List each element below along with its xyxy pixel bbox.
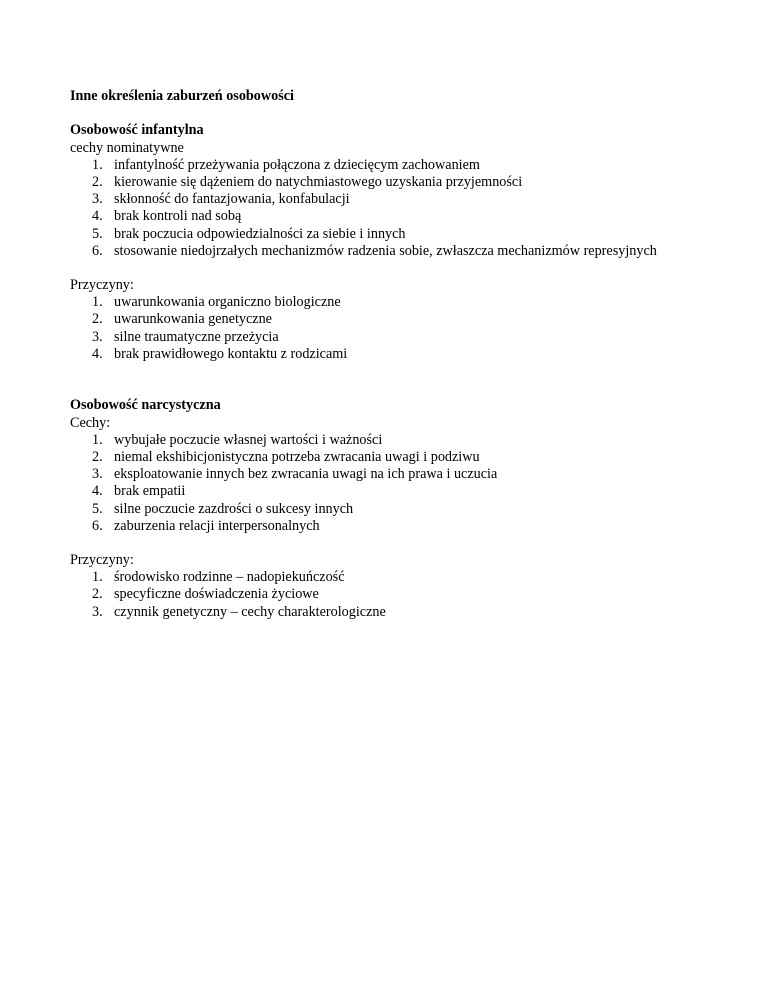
- list-item: 6. zaburzenia relacji interpersonalnych: [92, 517, 320, 534]
- causes-list: [70, 294, 710, 363]
- spacer: [70, 535, 710, 552]
- list-item: 4. brak prawidłowego kontaktu z rodzicami: [92, 345, 348, 362]
- list-item-text: kierowanie się dążeniem do natychmiastowego uzyskania przyjemności: [114, 173, 523, 190]
- list-item-text: czynnik genetyczny – cechy charakterologiczne: [114, 603, 386, 620]
- spacer: [70, 260, 710, 277]
- list-item-text: stosowanie niedojrzałych mechanizmów radzenia sobie, zwłaszcza mechanizmów represyjnych: [114, 242, 657, 259]
- list-item-text: niemal ekshibicjonistyczna potrzeba zwracania uwagi i podziwu: [114, 448, 480, 465]
- document-title: Inne określenia zaburzeń osobowości: [70, 88, 294, 104]
- list-item: 3. skłonność do fantazjowania, konfabulacji: [92, 191, 350, 208]
- list-item: 5. silne poczucie zazdrości o sukcesy innych: [92, 500, 354, 517]
- section-narcissistic-personality: [70, 397, 710, 620]
- list-item: 3. czynnik genetyczny – cechy charakterologiczne: [92, 603, 386, 620]
- list-item-text: brak kontroli nad sobą: [114, 208, 242, 225]
- document-page: [70, 88, 710, 621]
- list-item: 3. silne traumatyczne przeżycia: [92, 328, 279, 345]
- spacer: [70, 105, 710, 122]
- spacer: [70, 363, 710, 397]
- causes-label: Przyczyny:: [70, 552, 134, 569]
- list-item: 3. eksploatowanie innych bez zwracania uwagi na ich prawa i uczucia: [92, 466, 498, 483]
- list-item-text: zaburzenia relacji interpersonalnych: [114, 517, 320, 534]
- features-list: [70, 432, 710, 535]
- list-item-text: uwarunkowania genetyczne: [114, 311, 272, 328]
- list-item: 2. specyficzne doświadczenia życiowe: [92, 586, 319, 603]
- list-item: 2. niemal ekshibicjonistyczna potrzeba zwracania uwagi i podziwu: [92, 448, 480, 465]
- list-item: 2. kierowanie się dążeniem do natychmiastowego uzyskania przyjemności: [92, 173, 523, 190]
- features-label: cechy nominatywne: [70, 139, 184, 156]
- list-item-text: środowisko rodzinne – nadopiekuńczość: [114, 569, 345, 586]
- list-item-text: silne poczucie zazdrości o sukcesy innych: [114, 500, 354, 517]
- list-item-text: specyficzne doświadczenia życiowe: [114, 586, 319, 603]
- list-item: 4. brak empatii: [92, 483, 186, 500]
- list-item: 1. środowisko rodzinne – nadopiekuńczość: [92, 569, 345, 586]
- features-label: Cechy:: [70, 414, 111, 431]
- section-infantile-personality: [70, 122, 710, 363]
- causes-list: [70, 569, 710, 621]
- list-item: 1. uwarunkowania organiczno biologiczne: [92, 294, 341, 311]
- section-heading: Osobowość infantylna: [70, 122, 204, 139]
- list-item-text: eksploatowanie innych bez zwracania uwagi na ich prawa i uczucia: [114, 466, 498, 483]
- list-item: 4. brak kontroli nad sobą: [92, 208, 242, 225]
- section-heading: Osobowość narcystyczna: [70, 397, 221, 414]
- list-item: 6. stosowanie niedojrzałych mechanizmów radzenia sobie, zwłaszcza mechanizmów represyjnych: [92, 242, 657, 259]
- list-item-text: brak empatii: [114, 483, 186, 500]
- causes-label: Przyczyny:: [70, 277, 134, 294]
- list-item-text: silne traumatyczne przeżycia: [114, 328, 279, 345]
- list-item-text: infantylność przeżywania połączona z dziecięcym zachowaniem: [114, 156, 480, 173]
- list-item-text: uwarunkowania organiczno biologiczne: [114, 294, 341, 311]
- list-item: 2. uwarunkowania genetyczne: [92, 311, 272, 328]
- list-item: 5. brak poczucia odpowiedzialności za siebie i innych: [92, 225, 406, 242]
- list-item: 1. wybujałe poczucie własnej wartości i ważności: [92, 431, 383, 448]
- list-item-text: wybujałe poczucie własnej wartości i ważności: [114, 431, 383, 448]
- features-list: [70, 157, 710, 260]
- list-item: 1. infantylność przeżywania połączona z dziecięcym zachowaniem: [92, 156, 480, 173]
- list-item-text: brak prawidłowego kontaktu z rodzicami: [114, 345, 348, 362]
- list-item-text: brak poczucia odpowiedzialności za siebie i innych: [114, 225, 406, 242]
- list-item-text: skłonność do fantazjowania, konfabulacji: [114, 191, 350, 208]
